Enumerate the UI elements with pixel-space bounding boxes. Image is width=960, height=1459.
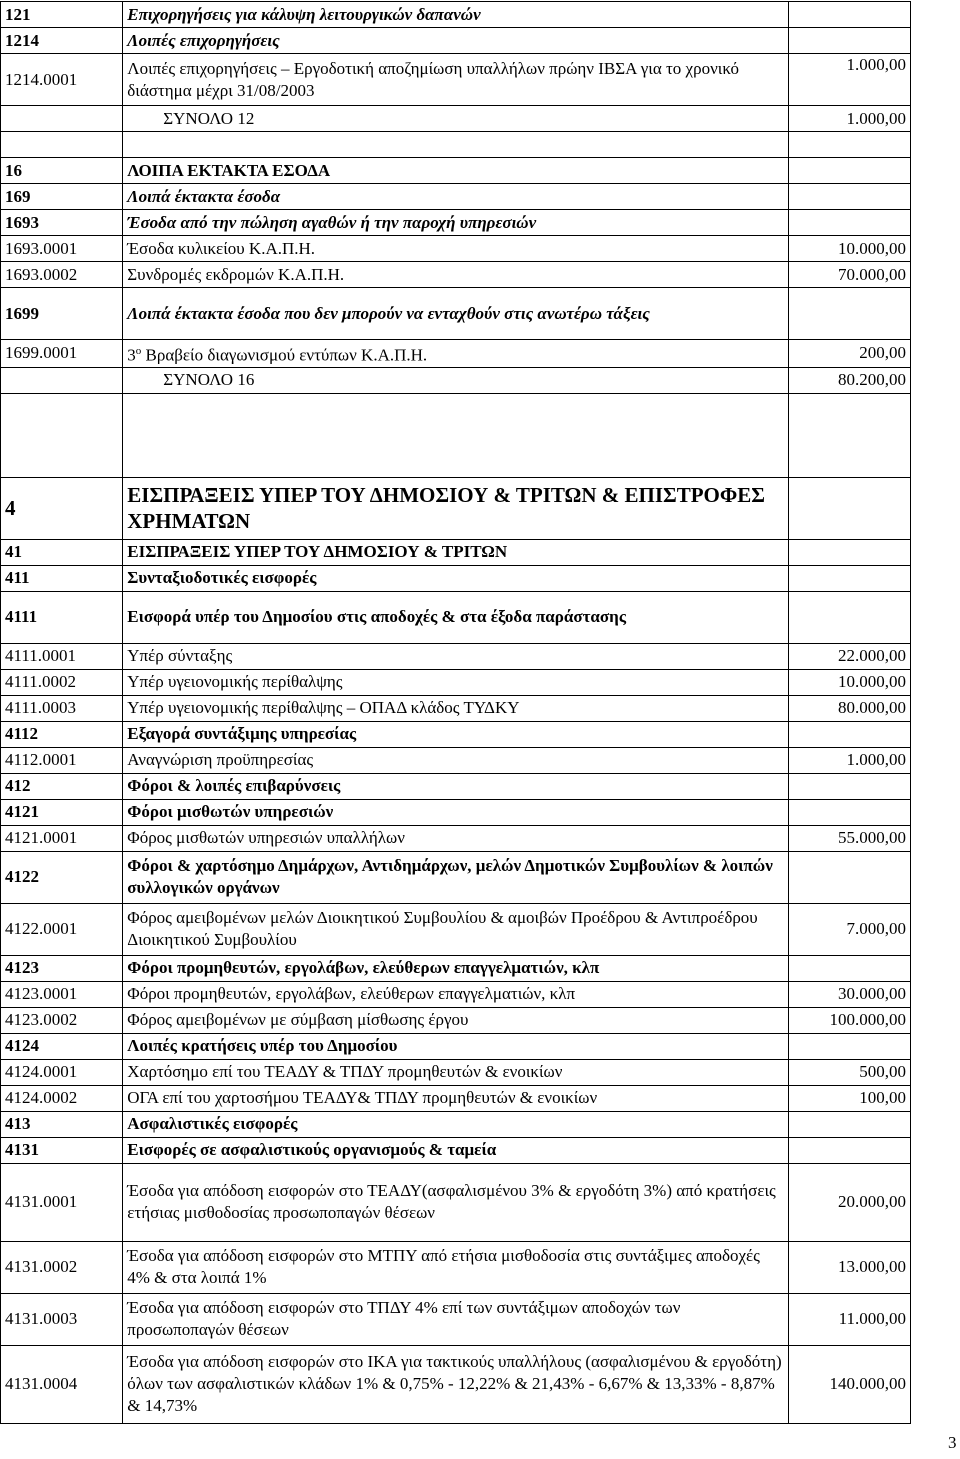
budget-row [1, 236, 911, 262]
budget-row [1, 643, 911, 669]
account-code: 4112.0001 [1, 747, 123, 773]
account-description: Λοιπά έκτακτα έσοδα [123, 184, 788, 210]
account-description [123, 132, 788, 158]
account-code: 4131 [1, 1137, 123, 1163]
account-code: 4111 [1, 591, 123, 643]
amount [788, 210, 910, 236]
account-code: 4111.0001 [1, 643, 123, 669]
amount: 55.000,00 [788, 825, 910, 851]
amount: 20.000,00 [788, 1163, 910, 1241]
amount [788, 799, 910, 825]
account-description: Λοιπές επιχορηγήσεις – Εργοδοτική αποζημίωση υπαλλήλων πρώην ΙΒΣΑ για το χρονικό διάστημα μέχρι 31/08/2003 [123, 54, 788, 106]
budget-row [1, 981, 911, 1007]
amount: 100.000,00 [788, 1007, 910, 1033]
account-description: Έσοδα κυλικείου Κ.Α.Π.Η. [123, 236, 788, 262]
account-code: 4122 [1, 851, 123, 903]
amount: 7.000,00 [788, 903, 910, 955]
budget-table [0, 1, 911, 1424]
amount [788, 565, 910, 591]
account-description: Εισφορές σε ασφαλιστικούς οργανισμούς & ταμεία [123, 1137, 788, 1163]
budget-row [1, 539, 911, 565]
account-description: ΣΥΝΟΛΟ 12 [123, 106, 788, 132]
total-row [1, 367, 911, 393]
budget-row [1, 825, 911, 851]
account-code [1, 132, 123, 158]
budget-row [1, 669, 911, 695]
budget-row [1, 477, 911, 539]
account-description: Υπέρ υγειονομικής περίθαλψης – ΟΠΑΔ κλάδος ΤΥΔΚΥ [123, 695, 788, 721]
account-code: 4123.0002 [1, 1007, 123, 1033]
budget-row [1, 851, 911, 903]
account-description: Φόροι μισθωτών υπηρεσιών [123, 799, 788, 825]
account-code [1, 393, 123, 477]
budget-row [1, 54, 911, 106]
amount [788, 28, 910, 54]
amount [788, 393, 910, 477]
account-description: Φόροι προμηθευτών, εργολάβων, ελεύθερων επαγγελματιών, κλπ [123, 955, 788, 981]
account-code: 1214 [1, 28, 123, 54]
account-code: 1693.0001 [1, 236, 123, 262]
amount [788, 2, 910, 28]
budget-row [1, 184, 911, 210]
account-code: 41 [1, 539, 123, 565]
amount: 80.200,00 [788, 367, 910, 393]
account-description: Αναγνώριση προϋπηρεσίας [123, 747, 788, 773]
budget-row [1, 288, 911, 340]
account-code: 1699 [1, 288, 123, 340]
account-code: 4123.0001 [1, 981, 123, 1007]
amount: 70.000,00 [788, 262, 910, 288]
account-code: 411 [1, 565, 123, 591]
account-description: Φόρος μισθωτών υπηρεσιών υπαλλήλων [123, 825, 788, 851]
total-row [1, 106, 911, 132]
account-description: Εισφορά υπέρ του Δημοσίου στις αποδοχές & στα έξοδα παράστασης [123, 591, 788, 643]
account-description: Φόροι & χαρτόσημο Δημάρχων, Αντιδημάρχων, μελών Δημοτικών Συμβουλίων & λοιπών συλλογικών οργάνων [123, 851, 788, 903]
account-code: 1693 [1, 210, 123, 236]
account-description: ΕΙΣΠΡΑΞΕΙΣ ΥΠΕΡ ΤΟΥ ΔΗΜΟΣΙΟΥ & ΤΡΙΤΩΝ & ΕΠΙΣΤΡΟΦΕΣ ΧΡΗΜΑΤΩΝ [123, 477, 788, 539]
account-code: 4112 [1, 721, 123, 747]
account-code: 1693.0002 [1, 262, 123, 288]
account-code: 4 [1, 477, 123, 539]
budget-row [1, 1059, 911, 1085]
budget-row [1, 210, 911, 236]
amount [788, 955, 910, 981]
account-code: 4124.0002 [1, 1085, 123, 1111]
account-description: Λοιπές επιχορηγήσεις [123, 28, 788, 54]
amount: 140.000,00 [788, 1345, 910, 1423]
account-description: Φόρος αμειβομένων μελών Διοικητικού Συμβουλίου & αμοιβών Προέδρου & Αντιπροέδρου Διοικητικού Συμβουλίου [123, 903, 788, 955]
budget-row [1, 695, 911, 721]
amount: 11.000,00 [788, 1293, 910, 1345]
account-description [123, 393, 788, 477]
amount [788, 1111, 910, 1137]
page-number: 3 [948, 1433, 957, 1452]
amount: 13.000,00 [788, 1241, 910, 1293]
amount [788, 773, 910, 799]
account-code: 16 [1, 158, 123, 184]
amount: 500,00 [788, 1059, 910, 1085]
account-description: Λοιπές κρατήσεις υπέρ του Δημοσίου [123, 1033, 788, 1059]
amount: 10.000,00 [788, 669, 910, 695]
budget-row [1, 262, 911, 288]
account-description: ΟΓΑ επί του χαρτοσήμου ΤΕΑΔΥ& ΤΠΔΥ προμηθευτών & ενοικίων [123, 1085, 788, 1111]
amount: 1.000,00 [788, 54, 910, 106]
budget-row [1, 2, 911, 28]
account-code: 4122.0001 [1, 903, 123, 955]
budget-row [1, 799, 911, 825]
account-code [1, 367, 123, 393]
amount [788, 721, 910, 747]
budget-row [1, 591, 911, 643]
amount [788, 184, 910, 210]
account-code: 4121.0001 [1, 825, 123, 851]
account-description: Έσοδα για απόδοση εισφορών στο ΤΕΑΔΥ(ασφαλισμένου 3% & εργοδότη 3%) από κρατήσεις ετήσιας μισθοδοσίας προσωπoπαγών θέσεων [123, 1163, 788, 1241]
amount: 10.000,00 [788, 236, 910, 262]
amount: 100,00 [788, 1085, 910, 1111]
budget-row [1, 773, 911, 799]
account-code: 4131.0002 [1, 1241, 123, 1293]
budget-row [1, 1241, 911, 1293]
amount [788, 477, 910, 539]
budget-row [1, 903, 911, 955]
amount [788, 1033, 910, 1059]
amount: 200,00 [788, 340, 910, 368]
budget-row [1, 565, 911, 591]
budget-row [1, 158, 911, 184]
budget-row [1, 747, 911, 773]
account-description: Συνδρομές εκδρομών Κ.Α.Π.Η. [123, 262, 788, 288]
budget-row [1, 1137, 911, 1163]
budget-row [1, 1033, 911, 1059]
account-description: Ασφαλιστικές εισφορές [123, 1111, 788, 1137]
account-description: Φόρος αμειβομένων με σύμβαση μίσθωσης έργου [123, 1007, 788, 1033]
account-code: 4123 [1, 955, 123, 981]
budget-row [1, 340, 911, 368]
account-description: ΛΟΙΠΑ ΕΚΤΑΚΤΑ ΕΣΟΔΑ [123, 158, 788, 184]
account-code: 4111.0003 [1, 695, 123, 721]
account-description: Υπέρ υγειονομικής περίθαλψης [123, 669, 788, 695]
account-description: Έσοδα για απόδοση εισφορών στο ΙΚΑ για τακτικούς υπαλλήλους (ασφαλισμένου & εργοδότη) όλων των ασφαλιστικών κλάδων 1% & 0,75% - 12,22% & 21,43% - 6,67% & 13,33% - 8,87% & 14,73% [123, 1345, 788, 1423]
account-description: Υπέρ σύνταξης [123, 643, 788, 669]
budget-row [1, 1111, 911, 1137]
budget-row [1, 1345, 911, 1423]
account-description: Επιχορηγήσεις για κάλυψη λειτουργικών δαπανών [123, 2, 788, 28]
account-description: ΣΥΝΟΛΟ 16 [123, 367, 788, 393]
account-code: 4124 [1, 1033, 123, 1059]
account-description: Συνταξιοδοτικές εισφορές [123, 565, 788, 591]
budget-row [1, 393, 911, 477]
account-description: Χαρτόσημο επί του ΤΕΑΔΥ & ΤΠΔΥ προμηθευτών & ενοικίων [123, 1059, 788, 1085]
account-code: 121 [1, 2, 123, 28]
account-code: 4121 [1, 799, 123, 825]
account-code: 4124.0001 [1, 1059, 123, 1085]
account-code: 169 [1, 184, 123, 210]
account-code: 4131.0004 [1, 1345, 123, 1423]
account-description: Εξαγορά συντάξιμης υπηρεσίας [123, 721, 788, 747]
account-description: ΕΙΣΠΡΑΞΕΙΣ ΥΠΕΡ ΤΟΥ ΔΗΜΟΣΙΟΥ & ΤΡΙΤΩΝ [123, 539, 788, 565]
amount: 80.000,00 [788, 695, 910, 721]
account-code: 4111.0002 [1, 669, 123, 695]
account-description: Έσοδα από την πώληση αγαθών ή την παροχή υπηρεσιών [123, 210, 788, 236]
amount: 1.000,00 [788, 106, 910, 132]
account-description: Φόροι & λοιπές επιβαρύνσεις [123, 773, 788, 799]
account-description: Φόροι προμηθευτών, εργολάβων, ελεύθερων επαγγελματιών, κλπ [123, 981, 788, 1007]
account-code: 4131.0001 [1, 1163, 123, 1241]
account-code: 1699.0001 [1, 340, 123, 368]
amount [788, 158, 910, 184]
account-description: Έσοδα για απόδοση εισφορών στο ΜΤΠΥ από ετήσια μισθοδοσία στις συντάξιμες αποδοχές 4% & στα λοιπά 1% [123, 1241, 788, 1293]
account-description: Λοιπά έκτακτα έσοδα που δεν μπορούν να ενταχθούν στις ανωτέρω τάξεις [123, 288, 788, 340]
account-description: $3^o$ Βραβείο διαγωνισμού εντύπων Κ.Α.Π.Η. [123, 340, 788, 368]
amount: 30.000,00 [788, 981, 910, 1007]
budget-row [1, 721, 911, 747]
budget-row [1, 132, 911, 158]
budget-row [1, 1085, 911, 1111]
account-description: Έσοδα για απόδοση εισφορών στο ΤΠΔΥ 4% επί των συντάξιμων αποδοχών των προσωποπαγών θέσεων [123, 1293, 788, 1345]
account-code: 1214.0001 [1, 54, 123, 106]
budget-row [1, 28, 911, 54]
account-code: 412 [1, 773, 123, 799]
amount [788, 1137, 910, 1163]
amount [788, 539, 910, 565]
amount [788, 288, 910, 340]
amount [788, 851, 910, 903]
budget-row [1, 1007, 911, 1033]
budget-rows [1, 2, 911, 1424]
amount [788, 132, 910, 158]
budget-row [1, 1293, 911, 1345]
account-code [1, 106, 123, 132]
budget-row [1, 955, 911, 981]
amount: 22.000,00 [788, 643, 910, 669]
amount: 1.000,00 [788, 747, 910, 773]
account-code: 413 [1, 1111, 123, 1137]
budget-row [1, 1163, 911, 1241]
account-code: 4131.0003 [1, 1293, 123, 1345]
amount [788, 591, 910, 643]
